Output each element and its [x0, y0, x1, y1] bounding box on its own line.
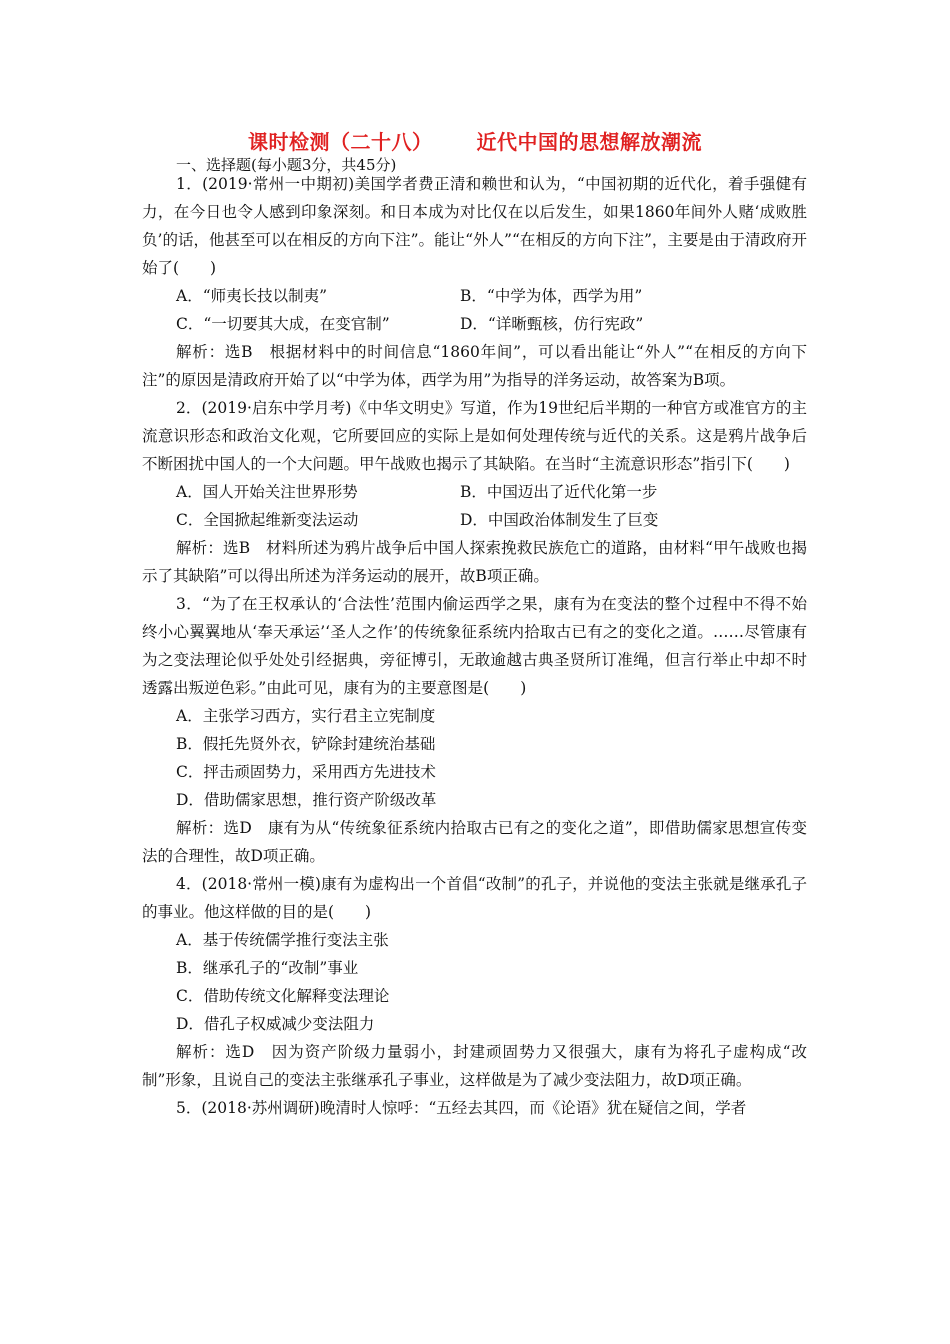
question-1-option-d: D．“详晰甄核，仿行宪政” — [460, 315, 644, 333]
title-part-1: 课时检测（二十八） — [248, 130, 433, 154]
question-2-option-d: D．中国政治体制发生了巨变 — [460, 511, 659, 529]
section-heading: 一、选择题(每小题3分，共45分) — [176, 156, 397, 174]
question-2-option-c: C．全国掀起维新变法运动 — [176, 511, 359, 529]
question-1-options-row-2 — [142, 310, 807, 338]
question-1-option-c: C．“一切要其大成，在变官制” — [176, 315, 390, 333]
question-4-option-a: A．基于传统儒学推行变法主张 — [176, 931, 389, 949]
question-3-answer: 解析：选D 康有为从“传统象征系统内拾取古已有之的变化之道”，即借助儒家思想宣传变法的合理性，故D项正确。 — [142, 819, 807, 865]
question-3-option-b: B．假托先贤外衣，铲除封建统治基础 — [176, 735, 436, 753]
question-1-stem: 1．(2019·常州一中期初)美国学者费正清和赖世和认为，“中国初期的近代化，着手强健有力，在今日也令人感到印象深刻。和日本成为对比仅在以后发生，如果1860年间外人赌‘成败胜负’的话，他甚至可以在相反的方向下注”。能让“外人”“在相反的方向下注”，主要是由于清政府开始了( ) — [142, 175, 807, 277]
question-3-option-c: C．抨击顽固势力，采用西方先进技术 — [176, 763, 436, 781]
question-4-stem: 4．(2018·常州一模)康有为虚构出一个首倡“改制”的孔子，并说他的变法主张就是继承孔子的事业。他这样做的目的是( ) — [142, 875, 807, 921]
question-2-options-row-2 — [142, 506, 807, 534]
question-3-option-d: D．借助儒家思想，推行资产阶级改革 — [176, 791, 437, 809]
question-2-answer: 解析：选B 材料所述为鸦片战争后中国人探索挽救民族危亡的道路，由材料“甲午战败也揭示了其缺陷”可以得出所述为洋务运动的展开，故B项正确。 — [142, 539, 807, 585]
question-1-option-b: B．“中学为体，西学为用” — [460, 287, 643, 305]
questions-body — [142, 170, 807, 1122]
question-4-option-c: C．借助传统文化解释变法理论 — [176, 987, 390, 1005]
question-4-option-d: D．借孔子权威减少变法阻力 — [176, 1015, 375, 1033]
question-1-option-a: A．“师夷长技以制夷” — [176, 287, 328, 305]
question-4-option-b: B．继承孔子的“改制”事业 — [176, 959, 359, 977]
question-3-option-a: A．主张学习西方，实行君主立宪制度 — [176, 707, 436, 725]
question-2-option-a: A．国人开始关注世界形势 — [176, 483, 358, 501]
question-4-answer: 解析：选D 因为资产阶级力量弱小，封建顽固势力又很强大，康有为将孔子虚构成“改制”形象，且说自己的变法主张继承孔子事业，这样做是为了减少变法阻力，故D项正确。 — [142, 1043, 807, 1089]
question-2-options-row-1 — [142, 478, 807, 506]
question-1-options-row-1 — [142, 282, 807, 310]
question-3-stem: 3．“为了在王权承认的‘合法性’范围内偷运西学之果，康有为在变法的整个过程中不得不始终小心翼翼地从‘奉天承运’‘圣人之作’的传统象征系统内拾取古已有之的变化之道。……尽管康有为之变法理论似乎处处引经据典，旁征博引，无敢逾越古典圣贤所订准绳，但言行举止中却不时透露出叛逆色彩。”由此可见，康有为的主要意图是( ) — [142, 595, 807, 697]
page-title — [0, 126, 950, 155]
question-5-stem: 5．(2018·苏州调研)晚清时人惊呼：“五经去其四，而《论语》犹在疑信之间，学者 — [176, 1099, 747, 1117]
title-part-2: 近代中国的思想解放潮流 — [476, 130, 702, 154]
question-2-stem: 2．(2019·启东中学月考)《中华文明史》写道，作为19世纪后半期的一种官方或准官方的主流意识形态和政治文化观，它所要回应的实际上是如何处理传统与近代的关系。这是鸦片战争后不断困扰中国人的一个大问题。甲午战败也揭示了其缺陷。在当时“主流意识形态”指引下( ) — [142, 399, 807, 473]
question-1-answer: 解析：选B 根据材料中的时间信息“1860年间”，可以看出能让“外人”“在相反的方向下注”的原因是清政府开始了以“中学为体，西学为用”为指导的洋务运动，故答案为B项。 — [142, 343, 807, 389]
question-2-option-b: B．中国迈出了近代化第一步 — [460, 483, 658, 501]
